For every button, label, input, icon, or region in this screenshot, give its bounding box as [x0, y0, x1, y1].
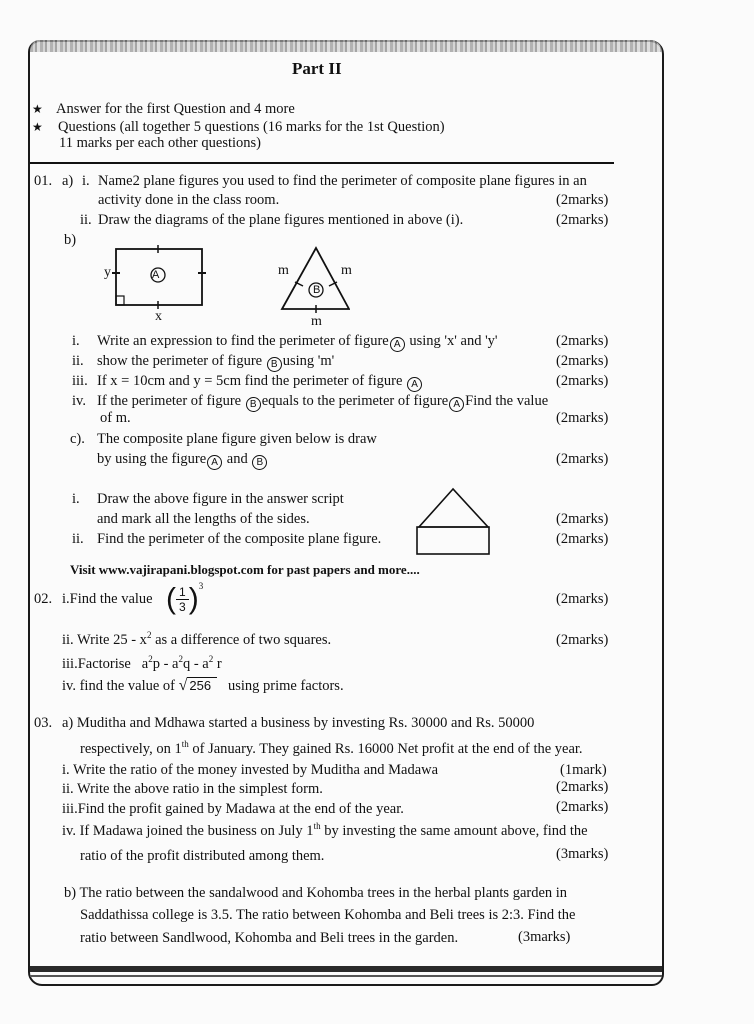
figure-a-side-y: y: [104, 265, 111, 280]
text: If x = 10cm and y = 5cm find the perimeter of figure: [97, 373, 407, 389]
paren-open: (: [166, 582, 176, 616]
q3b-line1: b) The ratio between the sandalwood and Kohomba trees in the herbal plants garden in: [64, 885, 568, 901]
q3a-i-text: i. Write the ratio of the money invested by Muditha and Madawa: [62, 762, 439, 778]
q2-iv-text: [62, 677, 344, 695]
text: using prime factors.: [228, 678, 344, 694]
q3a-iv-marks: (3marks): [556, 846, 609, 862]
text: iii.Factorise: [62, 656, 131, 672]
text: Write an expression to find the perimeter of figure: [97, 333, 389, 349]
q1c-i-line1: Draw the above figure in the answer script: [97, 491, 344, 507]
paren-close: ): [188, 582, 199, 616]
q3a-ii-text: ii. Write the above ratio in the simplest form.: [62, 781, 323, 797]
q1a-i-line1: Name2 plane figures you used to find the perimeter of composite plane figures in an: [98, 173, 587, 189]
q1b-iv-num: iv.: [72, 393, 86, 409]
q1c-ii-num: ii.: [72, 531, 84, 547]
figure-b-side-left: m: [278, 263, 289, 278]
q1b-iv-line2: of m.: [100, 410, 131, 426]
q3b-marks: (3marks): [518, 929, 571, 945]
instruction-1: [32, 100, 295, 118]
q1b-ii-num: ii.: [72, 353, 84, 369]
figure-a-label: A: [152, 269, 160, 281]
text: as a difference of two squares.: [155, 632, 332, 648]
q3b-line2: Saddathissa college is 3.5. The ratio between Kohomba and Beli trees is 2:3. Find the: [80, 907, 576, 923]
circled-a-icon: A: [207, 455, 222, 470]
q3-number: 03.: [34, 715, 53, 731]
q1b-iii-num: iii.: [72, 373, 88, 389]
header-divider: [30, 162, 614, 164]
text: equals to the perimeter of figure: [261, 393, 449, 409]
q2-i-fraction: [166, 581, 204, 616]
q1c-i-num: i.: [72, 491, 80, 507]
q1b-iv-marks: (2marks): [556, 410, 609, 426]
q1a-label: a): [62, 173, 74, 189]
star-bullet-icon: ★: [32, 102, 43, 116]
text: respectively, on 1: [80, 741, 182, 757]
text: show the perimeter of figure: [97, 353, 266, 369]
instruction-3: 11 marks per each other questions): [59, 135, 261, 151]
q1c-label: c).: [70, 431, 85, 447]
fraction: [176, 585, 189, 614]
figure-b-side-right: m: [341, 263, 352, 278]
text: and: [223, 451, 252, 467]
exponent: 3: [198, 581, 204, 591]
scan-top-band: [30, 40, 662, 52]
q1c-ii-marks: (2marks): [556, 531, 609, 547]
circled-b-icon: B: [246, 397, 261, 412]
text: ii. Write 25 - x: [62, 632, 147, 648]
text: of January. They gained Rs. 16000 Net profit at the end of the year.: [188, 741, 583, 757]
q1c-line2: [97, 450, 268, 470]
q1a-ii-marks: (2marks): [556, 212, 609, 228]
q1c-i-marks: (2marks): [556, 511, 609, 527]
q2-i-marks: (2marks): [556, 591, 609, 607]
q1b-ii-text: [97, 352, 334, 372]
q1b-i-num: i.: [72, 333, 80, 349]
text: by using the figure: [97, 451, 207, 467]
q1b-i-text: [97, 332, 498, 352]
q1c-line1: The composite plane figure given below is draw: [97, 431, 377, 447]
instruction-2: [32, 118, 445, 136]
figure-a-side-x: x: [155, 309, 162, 324]
q1b-iii-text: [97, 372, 423, 392]
q3b-line3: ratio between Sandlwood, Kohomba and Beli trees in the garden.: [80, 930, 459, 946]
text: iv. find the value of: [62, 678, 176, 694]
figure-b-label: B: [313, 284, 321, 296]
text: using 'm': [282, 353, 335, 369]
q1b-i-marks: (2marks): [556, 333, 609, 349]
q3a-iii-marks: (2marks): [556, 799, 609, 815]
q1a-ii-num: ii.: [80, 212, 92, 228]
q1c-i-line2: and mark all the lengths of the sides.: [97, 511, 310, 527]
q2-i-text: i.Find the value: [62, 591, 153, 607]
exponent: 2: [146, 630, 152, 640]
text: using 'x' and 'y': [405, 333, 498, 349]
text: p - a: [152, 656, 179, 672]
text: q - a: [182, 656, 209, 672]
q3a-i-marks: (1mark): [560, 762, 607, 778]
q1a-i-marks: (2marks): [556, 192, 609, 208]
q1b-iii-marks: (2marks): [556, 373, 609, 389]
q3a-iii-text: iii.Find the profit gained by Madawa at the end of the year.: [62, 801, 404, 817]
exponent: 2: [208, 654, 214, 664]
q1-number: 01.: [34, 173, 53, 189]
q1b-iv-text: [97, 392, 548, 412]
q3a-line1: a) Muditha and Mdhawa started a business by investing Rs. 30000 and Rs. 50000: [62, 715, 535, 731]
exponent: 2: [178, 654, 183, 664]
superscript: th: [313, 821, 321, 831]
superscript: th: [181, 739, 189, 749]
radicand: 256: [187, 677, 217, 693]
sqrt-symbol: √: [178, 677, 188, 694]
q1b-label: b): [64, 232, 77, 248]
q1a-i-line2: activity done in the class room.: [98, 192, 280, 208]
q1a-ii-text: Draw the diagrams of the plane figures mentioned in above (i).: [98, 212, 464, 228]
numerator: 1: [176, 585, 189, 600]
text: by investing the same amount above, find the: [320, 823, 588, 839]
circled-a-icon: A: [390, 337, 405, 352]
text: iv. If Madawa joined the business on July 1: [62, 823, 314, 839]
triangle-figure-b: [282, 248, 349, 313]
text: If the perimeter of figure: [97, 393, 245, 409]
q1c-ii-text: Find the perimeter of the composite plane figure.: [97, 531, 382, 547]
exponent: 2: [148, 654, 153, 664]
text: Find the value: [465, 393, 549, 409]
q3a-line2: [80, 740, 583, 758]
q1b-ii-marks: (2marks): [556, 353, 609, 369]
circled-a-icon: A: [449, 397, 464, 412]
page-title: Part II: [292, 59, 342, 78]
text: r: [213, 656, 222, 672]
website-notice: Visit www.vajirapani.blogspot.com for past papers and more....: [70, 562, 420, 577]
bottom-rule: [30, 966, 662, 972]
star-bullet-icon: ★: [32, 120, 43, 134]
denominator: 3: [179, 600, 186, 615]
bottom-rule-thin: [30, 975, 662, 977]
q2-ii-marks: (2marks): [556, 632, 609, 648]
composite-house-figure: [414, 486, 494, 556]
q3a-iv-line1: [62, 822, 588, 840]
instruction-text: Questions (all together 5 questions (16 marks for the 1st Question): [58, 119, 445, 135]
circled-b-icon: B: [252, 455, 267, 470]
text: a: [141, 656, 149, 672]
instruction-text: Answer for the first Question and 4 more: [56, 101, 295, 117]
q1c-marks: (2marks): [556, 451, 609, 467]
q1a-i-num: i.: [82, 173, 90, 189]
q2-number: 02.: [34, 591, 53, 607]
circled-a-icon: A: [407, 377, 422, 392]
q2-ii-text: [62, 631, 331, 649]
q2-iii-text: [62, 655, 222, 673]
figure-b-side-bottom: m: [311, 314, 322, 329]
q3a-ii-marks: (2marks): [556, 779, 609, 795]
circled-b-icon: B: [267, 357, 282, 372]
q3a-iv-line2: ratio of the profit distributed among them.: [80, 848, 325, 864]
